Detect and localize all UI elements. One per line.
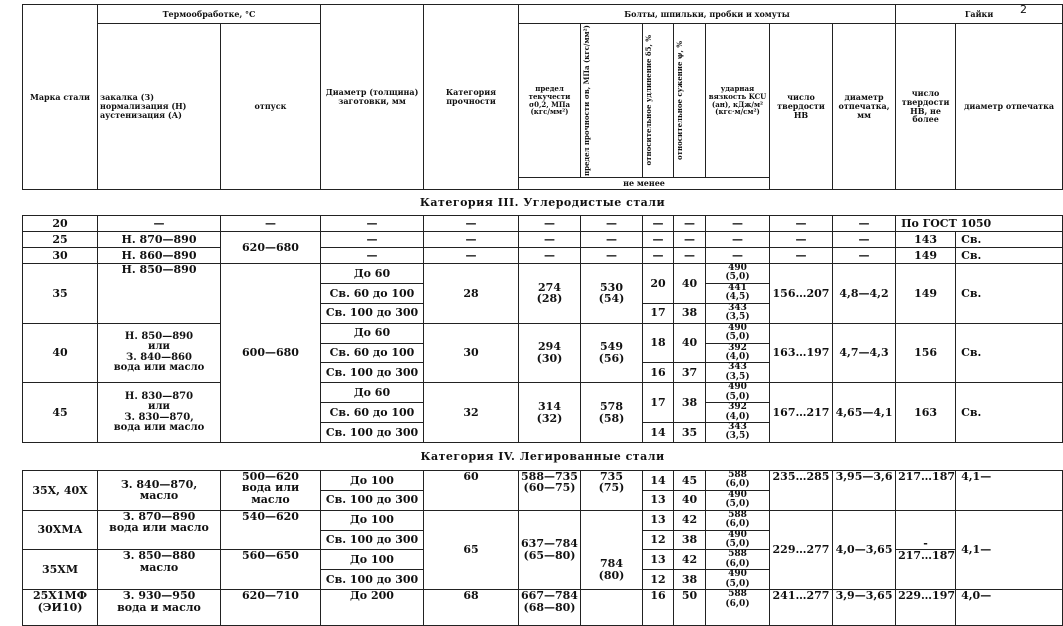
impact-cell: 343 (3,5) xyxy=(706,363,770,383)
impact-cell: 490 (5,0) xyxy=(706,490,770,510)
elongation-cell: 13 xyxy=(643,510,674,530)
diameter-cell: До 100 xyxy=(321,470,424,490)
quench-header: закалка (З) нормализация (Н) аустенизация (А) xyxy=(98,24,221,190)
strength-cell: 28 xyxy=(424,264,519,324)
elongation-cell: 16 xyxy=(643,590,674,626)
diameter-cell: До 200 xyxy=(321,590,424,626)
grade-cell: 35 xyxy=(23,264,98,324)
reduction-cell: 45 xyxy=(674,470,706,490)
impact-cell: 441 (4,5) xyxy=(706,283,770,303)
hardness-cell: 167…217 xyxy=(770,383,833,443)
grade-header: Марка стали xyxy=(23,5,98,190)
reduction-cell: 42 xyxy=(674,510,706,530)
hardness-cell: 229…277 xyxy=(770,510,833,590)
diameter-cell: Св. 100 до 300 xyxy=(321,363,424,383)
elongation-cell: 17 xyxy=(643,383,674,423)
dash-cell: — xyxy=(519,248,581,264)
diameter-cell: До 60 xyxy=(321,264,424,284)
quench-cell: Н. 850—890 или З. 840—860 вода или масло xyxy=(98,323,221,383)
impact-cell: 490 (5,0) xyxy=(706,570,770,590)
dash-cell: — xyxy=(674,232,706,248)
impact-cell: 392 (4,0) xyxy=(706,343,770,363)
temper-cell: 620—710 xyxy=(221,590,321,626)
nut-hb-cell: 217…187 xyxy=(896,470,956,510)
impact-cell: 490 (5,0) xyxy=(706,530,770,550)
strength-cell: 30 xyxy=(424,323,519,383)
quench-cell: Н. 850—890 xyxy=(98,264,221,324)
yield-header: предел текучести σ0,2, МПа (кгс/мм²) xyxy=(519,24,581,178)
grade-cell: 45 xyxy=(23,383,98,443)
nut-d-cell: Св. xyxy=(956,264,1063,324)
dash-cell: — xyxy=(519,232,581,248)
grade-cell: 30ХМА xyxy=(23,510,98,550)
dash-cell: — xyxy=(581,232,643,248)
grade-cell: 30 xyxy=(23,248,98,264)
quench-cell: Н. 860—890 xyxy=(98,248,221,264)
steel-properties-sheet xyxy=(22,4,1055,614)
elongation-cell: 13 xyxy=(643,550,674,570)
indent-cell: 4,65—4,1 xyxy=(833,383,896,443)
yield-cell: 294 (30) xyxy=(519,323,581,383)
yield-cell: 314 (32) xyxy=(519,383,581,443)
indent-header: диаметр отпечатка, мм xyxy=(833,24,896,190)
indent-cell: 4,7—4,3 xyxy=(833,323,896,383)
tensile-cell: 578 (58) xyxy=(581,383,643,443)
nut-d-cell: 4,1— xyxy=(956,470,1063,510)
elongation-cell: 16 xyxy=(643,363,674,383)
nut-hardness-header: число твердости HB, не более xyxy=(896,24,956,190)
nut-hb-cell: 143 xyxy=(896,232,956,248)
strength-cell: 65 xyxy=(424,510,519,590)
diameter-cell: Св. 100 до 300 xyxy=(321,423,424,443)
strength-cell: 32 xyxy=(424,383,519,443)
reduction-cell: 40 xyxy=(674,323,706,363)
nut-hb-cell: 149 xyxy=(896,248,956,264)
elongation-cell: 20 xyxy=(643,264,674,304)
dash-cell: — xyxy=(833,248,896,264)
diameter-cell: Св. 100 до 300 xyxy=(321,303,424,323)
strength-category-header: Категория прочности xyxy=(424,5,519,190)
grade-cell: 25 xyxy=(23,232,98,248)
dash-cell: — xyxy=(706,216,770,232)
indent-cell: 4,0—3,65 xyxy=(833,510,896,590)
diameter-cell: До 100 xyxy=(321,510,424,530)
hardness-header: число твердости HB xyxy=(770,24,833,190)
quench-cell: З. 930—950 вода и масло xyxy=(98,590,221,626)
tensile-cell: 784 (80) xyxy=(581,510,643,590)
tensile-cell xyxy=(581,590,643,626)
indent-cell: 4,8—4,2 xyxy=(833,264,896,324)
nut-d-cell: Св. xyxy=(956,383,1063,443)
temper-cell: 560—650 xyxy=(221,550,321,590)
nut-hb-cell: По ГОСТ 1050 xyxy=(896,216,1063,232)
strength-cell: 60 xyxy=(424,470,519,510)
dash-cell: — xyxy=(581,216,643,232)
nut-hb-cell: 149 xyxy=(896,264,956,324)
dash-cell: — xyxy=(643,232,674,248)
reduction-cell: 50 xyxy=(674,590,706,626)
elongation-header: относительное удлинение δ5, % xyxy=(644,35,653,166)
dash-cell: — xyxy=(770,248,833,264)
yield-cell: 274 (28) xyxy=(519,264,581,324)
dash-cell: — xyxy=(321,216,424,232)
quench-cell: З. 840—870, масло xyxy=(98,470,221,510)
diameter-cell: Св. 100 до 300 xyxy=(321,570,424,590)
nut-hb-cell: - xyxy=(896,510,956,550)
nut-d-cell: Св. xyxy=(956,323,1063,383)
hardness-cell: 235…285 xyxy=(770,470,833,510)
temper-cell: 500—620 вода или масло xyxy=(221,470,321,510)
impact-cell: 588 (6,0) xyxy=(706,590,770,626)
dash-cell: — xyxy=(321,248,424,264)
nut-d-cell: Св. xyxy=(956,248,1063,264)
not-less-header: не менее xyxy=(519,178,770,190)
nut-hb-cell: 156 xyxy=(896,323,956,383)
steel-properties-table xyxy=(22,4,1063,626)
grade-cell: 20 xyxy=(23,216,98,232)
nut-d-cell: 4,1— xyxy=(956,510,1063,590)
reduction-cell: 42 xyxy=(674,550,706,570)
impact-cell: 490 (5,0) xyxy=(706,323,770,343)
reduction-cell: 38 xyxy=(674,570,706,590)
quench-cell: Н. 870—890 xyxy=(98,232,221,248)
elongation-cell: 13 xyxy=(643,490,674,510)
temper-cell: 600—680 xyxy=(221,264,321,443)
dash-cell: — xyxy=(424,216,519,232)
impact-cell: 343 (3,5) xyxy=(706,423,770,443)
dash-cell: — xyxy=(221,216,321,232)
elongation-cell: 12 xyxy=(643,570,674,590)
reduction-cell: 38 xyxy=(674,303,706,323)
reduction-cell: 35 xyxy=(674,423,706,443)
quench-cell: Н. 830—870 или З. 830—870, вода или масло xyxy=(98,383,221,443)
impact-cell: 392 (4,0) xyxy=(706,403,770,423)
reduction-cell: 38 xyxy=(674,530,706,550)
category-3-title: Категория III. Углеродистые стали xyxy=(23,190,1063,216)
dash-cell: — xyxy=(581,248,643,264)
temper-header: отпуск xyxy=(221,24,321,190)
dash-cell: — xyxy=(424,232,519,248)
dash-cell: — xyxy=(770,232,833,248)
grade-cell: 35ХМ xyxy=(23,550,98,590)
quench-cell: З. 870—890 вода или масло xyxy=(98,510,221,550)
hardness-cell: 163…197 xyxy=(770,323,833,383)
tensile-cell: 735 (75) xyxy=(581,470,643,510)
elongation-cell: 12 xyxy=(643,530,674,550)
dash-cell: — xyxy=(706,248,770,264)
hardness-cell: 156…207 xyxy=(770,264,833,324)
dash-cell: — xyxy=(674,216,706,232)
strength-cell: 68 xyxy=(424,590,519,626)
nut-d-cell: 4,0— xyxy=(956,590,1063,626)
impact-cell: 490 (5,0) xyxy=(706,264,770,284)
impact-cell: 588 (6,0) xyxy=(706,510,770,530)
bolts-group-header: Болты, шпильки, пробки и хомуты xyxy=(519,5,896,24)
diameter-cell: До 60 xyxy=(321,323,424,343)
nut-hb-cell: 229…197 xyxy=(896,590,956,626)
diameter-cell: Св. 100 до 300 xyxy=(321,530,424,550)
elongation-cell: 14 xyxy=(643,423,674,443)
diameter-cell: Св. 60 до 100 xyxy=(321,343,424,363)
diameter-cell: До 60 xyxy=(321,383,424,403)
nut-indent-header: диаметр отпечатка xyxy=(956,24,1063,190)
impact-header: ударная вязкость KCU (aн), кДж/м² (кгс·м/см²) xyxy=(706,24,770,178)
nut-hb-cell: 163 xyxy=(896,383,956,443)
impact-cell: 490 (5,0) xyxy=(706,383,770,403)
elongation-cell: 18 xyxy=(643,323,674,363)
reduction-cell: 38 xyxy=(674,383,706,423)
dash-cell: — xyxy=(770,216,833,232)
dash-cell: — xyxy=(321,232,424,248)
nuts-group-header: Гайки xyxy=(896,5,1063,24)
diameter-cell: Св. 100 до 300 xyxy=(321,490,424,510)
elongation-cell: 14 xyxy=(643,470,674,490)
dash-cell: — xyxy=(643,216,674,232)
impact-cell: 588 (6,0) xyxy=(706,550,770,570)
dash-cell: — xyxy=(833,216,896,232)
diameter-cell: До 100 xyxy=(321,550,424,570)
nut-d-cell: Св. xyxy=(956,232,1063,248)
dash-cell: — xyxy=(643,248,674,264)
dash-cell: — xyxy=(424,248,519,264)
diameter-header: Диаметр (толщина) заготовки, мм xyxy=(321,5,424,190)
indent-cell: 3,95—3,6 xyxy=(833,470,896,510)
page-number: 2 xyxy=(1020,3,1027,16)
tensile-cell: 530 (54) xyxy=(581,264,643,324)
dash-cell: — xyxy=(519,216,581,232)
reduction-cell: 37 xyxy=(674,363,706,383)
diameter-cell: Св. 60 до 100 xyxy=(321,283,424,303)
yield-cell: 667—784 (68—80) xyxy=(519,590,581,626)
reduction-cell: 40 xyxy=(674,490,706,510)
dash-cell: — xyxy=(98,216,221,232)
quench-cell: З. 850—880 масло xyxy=(98,550,221,590)
diameter-cell: Св. 60 до 100 xyxy=(321,403,424,423)
elongation-cell: 17 xyxy=(643,303,674,323)
nut-hb-cell: 217…187 xyxy=(896,550,956,590)
grade-cell: 25Х1МФ (ЭИ10) xyxy=(23,590,98,626)
impact-cell: 588 (6,0) xyxy=(706,470,770,490)
reduction-header: относительное сужение ψ, % xyxy=(675,41,684,161)
heat-treatment-header: Термообработке, °С xyxy=(98,5,321,24)
temper-cell: 620—680 xyxy=(221,232,321,264)
tensile-header: предел прочности σв, МПа (кгс/мм²) xyxy=(582,25,591,177)
grade-cell: 35Х, 40Х xyxy=(23,470,98,510)
category-4-title: Категория IV. Легированные стали xyxy=(23,442,1063,470)
indent-cell: 3,9—3,65 xyxy=(833,590,896,626)
temper-cell: 540—620 xyxy=(221,510,321,550)
tensile-cell: 549 (56) xyxy=(581,323,643,383)
grade-cell: 40 xyxy=(23,323,98,383)
dash-cell: — xyxy=(833,232,896,248)
yield-cell: 637—784 (65—80) xyxy=(519,510,581,590)
dash-cell: — xyxy=(674,248,706,264)
dash-cell: — xyxy=(706,232,770,248)
hardness-cell: 241…277 xyxy=(770,590,833,626)
impact-cell: 343 (3,5) xyxy=(706,303,770,323)
reduction-cell: 40 xyxy=(674,264,706,304)
yield-cell: 588—735 (60—75) xyxy=(519,470,581,510)
